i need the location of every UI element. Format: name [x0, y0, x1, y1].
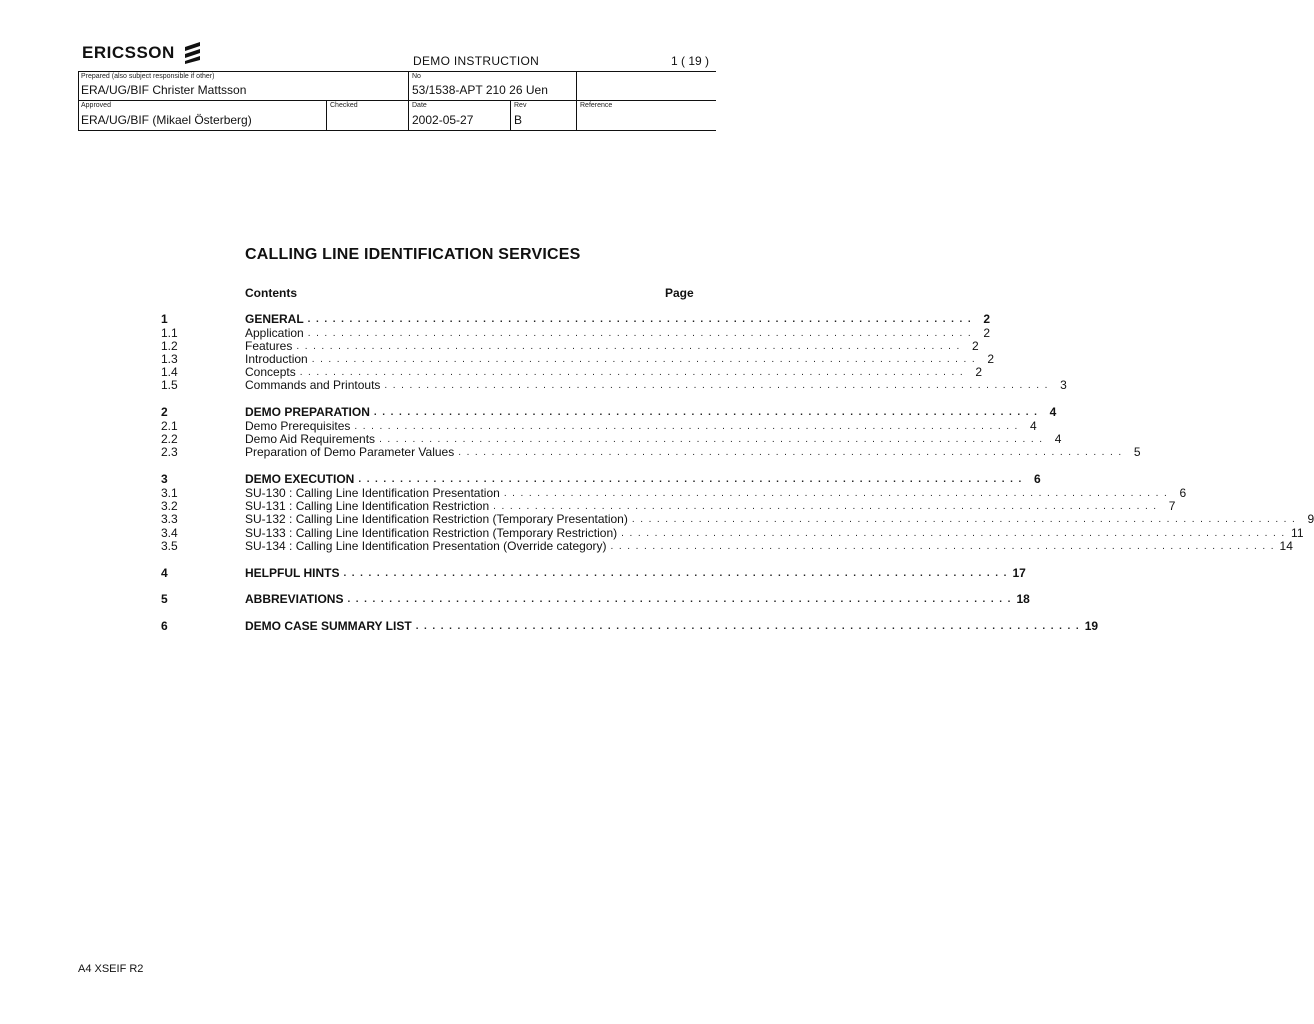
toc-page-number: 6: [1179, 486, 1187, 500]
page-indicator: 1 ( 19 ): [671, 54, 710, 68]
toc-section-title: SU-131 : Calling Line Identification Restriction: [245, 499, 490, 513]
toc-entry: [161, 566, 1026, 580]
document-title: CALLING LINE IDENTIFICATION SERVICES: [245, 246, 581, 263]
toc-section-title: SU-130 : Calling Line Identification Presentation: [245, 486, 500, 500]
toc-page-number: 2: [983, 312, 991, 326]
rev-label: Rev: [514, 102, 527, 109]
toc-section-number: 2: [161, 405, 168, 419]
toc-leader-dots: . . . . . . . . . . . . . . . . . . . . . . . . . . . . . . . . . . . . . . . . . . . . . . . . . . . . . . . . . . . . . . . . . . . . . . . . . . . . . . . .: [311, 354, 977, 365]
toc-page-number: 2: [987, 352, 995, 366]
toc-section-title: HELPFUL HINTS: [245, 566, 340, 580]
header-rule: [510, 100, 511, 131]
toc-leader-dots: . . . . . . . . . . . . . . . . . . . . . . . . . . . . . . . . . . . . . . . . . . . . . . . . . . . . . . . . . . . . . . . . . . . . . . . . . . . . . . . .: [631, 514, 1297, 525]
ericsson-logo-icon: [183, 42, 203, 64]
toc-leader-dots: . . . . . . . . . . . . . . . . . . . . . . . . . . . . . . . . . . . . . . . . . . . . . . . . . . . . . . . . . . . . . . . . . . . . . . . . . . . . . . . .: [503, 488, 1169, 499]
toc-leader-dots: . . . . . . . . . . . . . . . . . . . . . . . . . . . . . . . . . . . . . . . . . . . . . . . . . . . . . . . . . . . . . . . . . . . . . . . . . . . . . . . .: [347, 594, 1012, 605]
toc-leader-dots: . . . . . . . . . . . . . . . . . . . . . . . . . . . . . . . . . . . . . . . . . . . . . . . . . . . . . . . . . . . . . . . . . . . . . . . . . . . . . . . .: [354, 421, 1019, 432]
company-logo: [82, 40, 203, 66]
toc-leader-dots: . . . . . . . . . . . . . . . . . . . . . . . . . . . . . . . . . . . . . . . . . . . . . . . . . . . . . . . . . . . . . . . . . . . . . . . . . . . . . . . .: [610, 541, 1275, 552]
toc-section-number: 1.2: [161, 339, 178, 353]
toc-entry: [161, 405, 1057, 419]
toc-section-number: 1.3: [161, 352, 178, 366]
toc-section-title: Concepts: [245, 365, 296, 379]
toc-page-number: 4: [1030, 419, 1037, 433]
toc-section-number: 4: [161, 566, 168, 580]
toc-page-number: 7: [1168, 499, 1176, 513]
toc-section-title: SU-133 : Calling Line Identification Restriction (Temporary Restriction): [245, 526, 618, 540]
toc-leader-dots: . . . . . . . . . . . . . . . . . . . . . . . . . . . . . . . . . . . . . . . . . . . . . . . . . . . . . . . . . . . . . . . . . . . . . . . . . . . . . . . .: [307, 328, 973, 339]
toc-page-number: 14: [1279, 539, 1293, 553]
toc-page-number: 17: [1012, 566, 1026, 580]
toc-section-number: 1.4: [161, 365, 178, 379]
toc-section-number: 3: [161, 472, 168, 486]
toc-page-number: 5: [1133, 445, 1141, 459]
approved-value: ERA/UG/BIF (Mikael Österberg): [81, 113, 252, 127]
date-label: Date: [412, 102, 427, 109]
toc-entry: [161, 365, 983, 379]
toc-page-number: 3: [1060, 378, 1067, 392]
toc-leader-dots: . . . . . . . . . . . . . . . . . . . . . . . . . . . . . . . . . . . . . . . . . . . . . . . . . . . . . . . . . . . . . . . . . . . . . . . . . . . . . . . .: [493, 501, 1158, 512]
toc-section-number: 2.3: [161, 445, 178, 459]
toc-section-title: SU-134 : Calling Line Identification Presentation (Override category): [245, 539, 607, 553]
document-number: 53/1538-APT 210 26 Uen: [412, 83, 548, 97]
toc-page-number: 18: [1016, 592, 1030, 606]
header-rule: [78, 71, 716, 72]
date-value: 2002-05-27: [412, 113, 474, 127]
header-rule: [326, 100, 327, 131]
toc-section-number: 3.4: [161, 526, 178, 540]
toc-section-number: 3.3: [161, 512, 178, 526]
header-rule: [576, 71, 577, 131]
toc-section-number: 6: [161, 619, 168, 633]
toc-entry: [161, 352, 995, 366]
prepared-label: Prepared (also subject responsible if other): [81, 73, 215, 80]
toc-section-title: Application: [245, 326, 304, 340]
toc-leader-dots: . . . . . . . . . . . . . . . . . . . . . . . . . . . . . . . . . . . . . . . . . . . . . . . . . . . . . . . . . . . . . . . . . . . . . . . . . . . . . . . .: [384, 380, 1049, 391]
toc-section-title: Commands and Printouts: [245, 378, 381, 392]
toc-entry: [161, 312, 991, 326]
rev-value: B: [514, 113, 523, 127]
toc-section-title: Preparation of Demo Parameter Values: [245, 445, 455, 459]
toc-section-title: ABBREVIATIONS: [245, 592, 344, 606]
toc-section-number: 5: [161, 592, 168, 606]
toc-entry: [161, 378, 1067, 392]
toc-section-number: 2.2: [161, 432, 178, 446]
toc-section-number: 1: [161, 312, 168, 326]
toc-leader-dots: . . . . . . . . . . . . . . . . . . . . . . . . . . . . . . . . . . . . . . . . . . . . . . . . . . . . . . . . . . . . . . . . . . . . . . . . . . . . . . . .: [299, 367, 965, 378]
toc-page-number: 2: [983, 326, 991, 340]
toc-leader-dots: . . . . . . . . . . . . . . . . . . . . . . . . . . . . . . . . . . . . . . . . . . . . . . . . . . . . . . . . . . . . . . . . . . . . . . . . . . . . . . . .: [358, 474, 1023, 485]
toc-leader-dots: . . . . . . . . . . . . . . . . . . . . . . . . . . . . . . . . . . . . . . . . . . . . . . . . . . . . . . . . . . . . . . . . . . . . . . . . . . . . . . . .: [307, 314, 973, 325]
toc-section-number: 1.5: [161, 378, 178, 392]
toc-leader-dots: . . . . . . . . . . . . . . . . . . . . . . . . . . . . . . . . . . . . . . . . . . . . . . . . . . . . . . . . . . . . . . . . . . . . . . . . . . . . . . . .: [415, 621, 1081, 632]
toc-section-title: Features: [245, 339, 293, 353]
toc-entry: [161, 419, 1037, 433]
toc-section-number: 2.1: [161, 419, 178, 433]
toc-section-title: Demo Prerequisites: [245, 419, 351, 433]
toc-page-number: 19: [1084, 619, 1099, 633]
toc-leader-dots: . . . . . . . . . . . . . . . . . . . . . . . . . . . . . . . . . . . . . . . . . . . . . . . . . . . . . . . . . . . . . . . . . . . . . . . . . . . . . . . .: [458, 447, 1123, 458]
toc-section-title: DEMO PREPARATION: [245, 405, 370, 419]
toc-page-number: 6: [1034, 472, 1041, 486]
checked-label: Checked: [330, 102, 358, 109]
toc-section-number: 1.1: [161, 326, 178, 340]
toc-leader-dots: . . . . . . . . . . . . . . . . . . . . . . . . . . . . . . . . . . . . . . . . . . . . . . . . . . . . . . . . . . . . . . . . . . . . . . . . . . . . . . . .: [621, 528, 1286, 539]
toc-entry: [161, 539, 1293, 553]
toc-section-title: SU-132 : Calling Line Identification Restriction (Temporary Presentation): [245, 512, 628, 526]
toc-section-title: GENERAL: [245, 312, 304, 326]
toc-leader-dots: . . . . . . . . . . . . . . . . . . . . . . . . . . . . . . . . . . . . . . . . . . . . . . . . . . . . . . . . . . . . . . . . . . . . . . . . . . . . . . . .: [296, 341, 961, 352]
toc-section-title: DEMO CASE SUMMARY LIST: [245, 619, 412, 633]
toc-entry: [161, 339, 979, 353]
toc-entry: [161, 592, 1030, 606]
toc-page-number: 9: [1307, 512, 1314, 526]
toc-section-title: Introduction: [245, 352, 308, 366]
toc-section-title: Demo Aid Requirements: [245, 432, 376, 446]
toc-section-number: 3.2: [161, 499, 178, 513]
page-column-heading: Page: [665, 286, 694, 300]
header-rule: [78, 71, 79, 131]
brand-name: ERICSSON: [82, 43, 175, 62]
toc-section-number: 3.1: [161, 486, 178, 500]
toc-page-number: 2: [972, 339, 979, 353]
toc-entry: [161, 472, 1041, 486]
header-rule: [78, 100, 716, 101]
toc-page-number: 2: [975, 365, 983, 379]
toc-entry: [161, 619, 1099, 633]
toc-leader-dots: . . . . . . . . . . . . . . . . . . . . . . . . . . . . . . . . . . . . . . . . . . . . . . . . . . . . . . . . . . . . . . . . . . . . . . . . . . . . . . . .: [343, 568, 1008, 579]
header-rule: [408, 71, 409, 131]
no-label: No: [412, 73, 421, 80]
toc-page-number: 4: [1054, 432, 1062, 446]
toc-leader-dots: . . . . . . . . . . . . . . . . . . . . . . . . . . . . . . . . . . . . . . . . . . . . . . . . . . . . . . . . . . . . . . . . . . . . . . . . . . . . . . . .: [379, 434, 1044, 445]
toc-page-number: 4: [1049, 405, 1057, 419]
header-rule: [78, 130, 716, 131]
prepared-value: ERA/UG/BIF Christer Mattsson: [81, 83, 247, 97]
approved-label: Approved: [81, 102, 111, 109]
toc-section-title: DEMO EXECUTION: [245, 472, 355, 486]
toc-entry: [161, 445, 1141, 459]
toc-page-number: 11: [1291, 526, 1304, 540]
reference-label: Reference: [580, 102, 613, 109]
document-type: DEMO INSTRUCTION: [413, 54, 540, 68]
contents-heading: Contents: [245, 286, 297, 300]
toc-entry: [161, 326, 991, 340]
toc-entry: [161, 512, 1314, 526]
form-code: A4 XSEIF R2: [78, 963, 144, 975]
toc-section-number: 3.5: [161, 539, 178, 553]
toc-leader-dots: . . . . . . . . . . . . . . . . . . . . . . . . . . . . . . . . . . . . . . . . . . . . . . . . . . . . . . . . . . . . . . . . . . . . . . . . . . . . . . . .: [373, 407, 1039, 418]
